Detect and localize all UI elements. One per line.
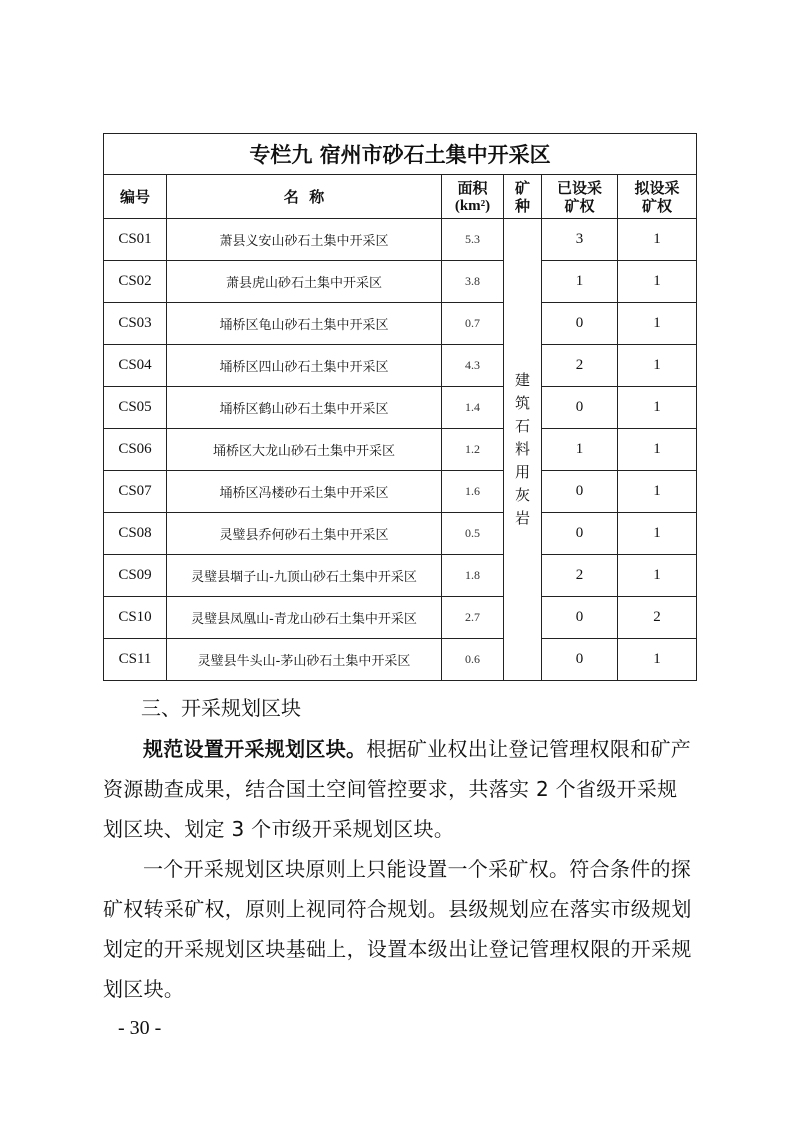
- header-name: 名 称: [167, 175, 442, 219]
- header-planned-line1: 拟设采: [634, 178, 680, 197]
- row-existing: 2: [542, 555, 618, 597]
- row-existing: 0: [542, 513, 618, 555]
- row-existing: 0: [542, 639, 618, 681]
- mineral-type-char: 灰: [514, 486, 530, 504]
- row-existing: 0: [542, 471, 618, 513]
- row-planned: 1: [618, 303, 697, 345]
- row-planned: 1: [618, 639, 697, 681]
- row-area: 0.6: [442, 639, 504, 681]
- page-number: - 30 -: [118, 1017, 162, 1039]
- paragraph-1-body: 根据矿业权出让登记管理权限和矿产资源勘查成果，结合国土空间管控要求，共落实 2 个省级开采规划区块、划定 3 个市级开采规划区块。: [103, 737, 692, 841]
- row-name: 萧县虎山砂石土集中开采区: [167, 261, 442, 303]
- table-row: [104, 513, 697, 555]
- row-code: CS05: [104, 387, 167, 429]
- table-row: [104, 219, 697, 261]
- row-name: 灵璧县堌子山-九顶山砂石土集中开采区: [167, 555, 442, 597]
- row-planned: 1: [618, 345, 697, 387]
- header-code: 编号: [104, 175, 167, 219]
- mineral-type-char: 岩: [514, 509, 530, 527]
- header-planned: [618, 175, 697, 219]
- row-code: CS01: [104, 219, 167, 261]
- table-row: [104, 471, 697, 513]
- row-name: 灵璧县牛头山-茅山砂石土集中开采区: [167, 639, 442, 681]
- row-code: CS04: [104, 345, 167, 387]
- row-code: CS06: [104, 429, 167, 471]
- table-row: [104, 387, 697, 429]
- row-planned: 1: [618, 219, 697, 261]
- row-code: CS02: [104, 261, 167, 303]
- row-area: 3.8: [442, 261, 504, 303]
- row-existing: 0: [542, 303, 618, 345]
- mineral-type-char: 石: [514, 417, 530, 435]
- paragraph-1: [103, 729, 695, 849]
- header-existing-line1: 已设采: [556, 178, 602, 197]
- mining-area-table: [103, 133, 697, 681]
- header-area-line1: 面积: [457, 178, 488, 197]
- row-code: CS03: [104, 303, 167, 345]
- row-name: 灵璧县凤凰山-青龙山砂石土集中开采区: [167, 597, 442, 639]
- row-planned: 1: [618, 471, 697, 513]
- row-planned: 1: [618, 555, 697, 597]
- row-name: 埇桥区龟山砂石土集中开采区: [167, 303, 442, 345]
- row-name: 灵璧县乔何砂石土集中开采区: [167, 513, 442, 555]
- row-code: CS11: [104, 639, 167, 681]
- header-mineral: [504, 175, 542, 219]
- row-planned: 2: [618, 597, 697, 639]
- row-code: CS09: [104, 555, 167, 597]
- table-row: [104, 303, 697, 345]
- row-name: 埇桥区大龙山砂石土集中开采区: [167, 429, 442, 471]
- header-mineral-line2: 种: [514, 196, 530, 215]
- header-existing: [542, 175, 618, 219]
- section-heading: 三、开采规划区块: [141, 696, 301, 720]
- row-code: CS08: [104, 513, 167, 555]
- row-existing: 0: [542, 597, 618, 639]
- row-existing: 3: [542, 219, 618, 261]
- row-existing: 1: [542, 429, 618, 471]
- row-planned: 1: [618, 387, 697, 429]
- row-area: 2.7: [442, 597, 504, 639]
- row-name: 埇桥区鹤山砂石土集中开采区: [167, 387, 442, 429]
- table-row: [104, 597, 697, 639]
- table-title: 专栏九 宿州市砂石土集中开采区: [104, 134, 697, 175]
- mineral-type-cell: [504, 219, 542, 681]
- mineral-type-char: 筑: [514, 394, 530, 412]
- paragraph-2: 一个开采规划区块原则上只能设置一个采矿权。符合条件的探矿权转采矿权，原则上视同符合规划。县级规划应在落实市级规划划定的开采规划区块基础上，设置本级出让登记管理权限的开采规划区块。: [103, 857, 692, 1001]
- table-row: [104, 261, 697, 303]
- header-mineral-line1: 矿: [514, 178, 530, 197]
- row-area: 5.3: [442, 219, 504, 261]
- header-existing-line2: 矿权: [564, 196, 595, 215]
- table-row: [104, 639, 697, 681]
- mineral-type-char: 建: [514, 371, 530, 389]
- mineral-type-char: 用: [514, 463, 530, 481]
- row-area: 4.3: [442, 345, 504, 387]
- row-existing: 1: [542, 261, 618, 303]
- row-planned: 1: [618, 513, 697, 555]
- row-area: 1.4: [442, 387, 504, 429]
- table-header-row: [104, 175, 697, 219]
- paragraph-1-lead: 规范设置开采规划区块。: [143, 737, 367, 761]
- row-name: 埇桥区冯楼砂石土集中开采区: [167, 471, 442, 513]
- row-planned: 1: [618, 261, 697, 303]
- row-existing: 2: [542, 345, 618, 387]
- row-area: 1.8: [442, 555, 504, 597]
- row-name: 埇桥区四山砂石土集中开采区: [167, 345, 442, 387]
- mineral-type-char: 料: [514, 440, 530, 458]
- table-row: [104, 429, 697, 471]
- row-area: 0.5: [442, 513, 504, 555]
- header-area: [442, 175, 504, 219]
- row-code: CS10: [104, 597, 167, 639]
- header-area-line2: (km²): [454, 197, 491, 214]
- header-planned-line2: 矿权: [642, 196, 673, 215]
- row-code: CS07: [104, 471, 167, 513]
- row-area: 1.6: [442, 471, 504, 513]
- row-area: 1.2: [442, 429, 504, 471]
- table-row: [104, 555, 697, 597]
- row-name: 萧县义安山砂石土集中开采区: [167, 219, 442, 261]
- row-existing: 0: [542, 387, 618, 429]
- row-planned: 1: [618, 429, 697, 471]
- row-area: 0.7: [442, 303, 504, 345]
- table-row: [104, 345, 697, 387]
